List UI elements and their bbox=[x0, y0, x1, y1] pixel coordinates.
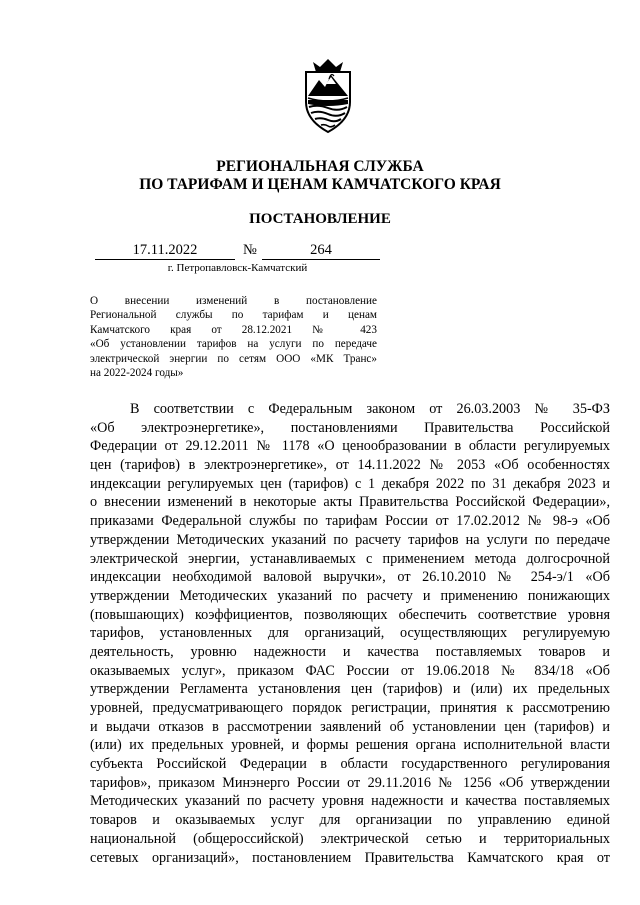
body-line: Федерации от 29.12.2011 № 1178 «О ценообразовании в области регулируемых bbox=[90, 438, 610, 455]
subject-line: Камчатского края от 28.12.2021 № 423 bbox=[90, 323, 377, 336]
body-line: «Об электроэнергетике», постановлениями Правительства Российской bbox=[90, 419, 610, 436]
document-date: 17.11.2022 bbox=[95, 242, 235, 260]
body-line: утверждении Регламента установления цен (тарифов) и (или) их предельных bbox=[90, 681, 610, 698]
body-line: тарифов, установленных для организаций, осуществляющих регулируемую bbox=[90, 625, 610, 642]
document-subject bbox=[90, 294, 377, 380]
kamchatka-emblem-icon bbox=[303, 58, 353, 134]
document-type: ПОСТАНОВЛЕНИЕ bbox=[249, 211, 391, 227]
body-line: Методических указаний по расчету уровня надежности и качества поставляемых bbox=[90, 793, 610, 810]
subject-line: Региональной службы по тарифам и ценам bbox=[90, 309, 377, 322]
body-line: национальной (общероссийской) электрической сетью и территориальных bbox=[90, 830, 610, 847]
body-line: деятельность, уровню надежности и качества поставляемых товаров и bbox=[90, 643, 610, 660]
body-line: тарифов», приказом Минэнерго России от 29.11.2016 № 1256 «Об утверждении bbox=[90, 774, 610, 791]
body-line: В соответствии с Федеральным законом от 26.03.2003 № 35-ФЗ bbox=[130, 401, 610, 417]
body-line: (повышающих) коэффициентов, позволяющих обеспечить соответствие уровня bbox=[90, 606, 610, 623]
subject-line: «Об установлении тарифов на услуги по передаче bbox=[90, 338, 377, 351]
body-line: оказываемых услуг», приказом ФАС России от 19.06.2018 № 834/18 «Об bbox=[90, 662, 610, 679]
body-line: субъекта Российской Федерации в области государственного регулирования bbox=[90, 756, 610, 773]
document-body bbox=[90, 400, 610, 867]
body-line: уровней, предусматривающего порядок регистрации, принятия к рассмотрению bbox=[90, 700, 610, 716]
body-line: индексации необходимой валовой выручки», от 26.10.2010 № 254-э/1 «Об bbox=[90, 569, 610, 586]
subject-line: электрической энергии по сетям ООО «МК Транс» bbox=[90, 352, 377, 365]
body-line: о внесении изменений в некоторые акты Правительства Российской Федерации», bbox=[90, 494, 610, 511]
body-line: приказами Федеральной службы по тарифам России от 17.02.2012 № 98-э «Об bbox=[90, 513, 610, 530]
number-sign: № bbox=[243, 242, 257, 258]
body-line: утверждении Методических указаний по расчету и применению понижающих bbox=[90, 587, 610, 604]
body-line: электрической энергии, устанавливаемых с применением метода долгосрочной bbox=[90, 550, 610, 567]
document-city: г. Петропавловск-Камчатский bbox=[167, 262, 308, 274]
body-line: (или) их предельных уровней, и формы решения органа исполнительной власти bbox=[90, 737, 610, 754]
document-number: 264 bbox=[262, 242, 380, 260]
body-line: утверждении Методических указаний по расчету тарифов на услуги по передаче bbox=[90, 531, 610, 548]
body-line: сетевых организаций», постановлением Правительства Камчатского края от bbox=[90, 849, 610, 866]
agency-title-line1: РЕГИОНАЛЬНАЯ СЛУЖБА bbox=[216, 158, 424, 175]
subject-line: на 2022-2024 годы» bbox=[90, 366, 184, 379]
body-line: и выдачи отказов в рассмотрении заявлений об установлении цен (тарифов) и bbox=[90, 718, 610, 735]
agency-title-line2: ПО ТАРИФАМ И ЦЕНАМ КАМЧАТСКОГО КРАЯ bbox=[139, 176, 501, 193]
subject-line: О внесении изменений в постановление bbox=[90, 295, 377, 307]
body-line: цен (тарифов) в электроэнергетике», от 14.11.2022 № 2053 «Об особенностях bbox=[90, 457, 610, 474]
body-line: товаров и оказываемых услуг для организации по управлению единой bbox=[90, 812, 610, 829]
body-line: индексации регулируемых цен (тарифов) с 1 декабря 2022 по 31 декабря 2023 и bbox=[90, 475, 610, 492]
